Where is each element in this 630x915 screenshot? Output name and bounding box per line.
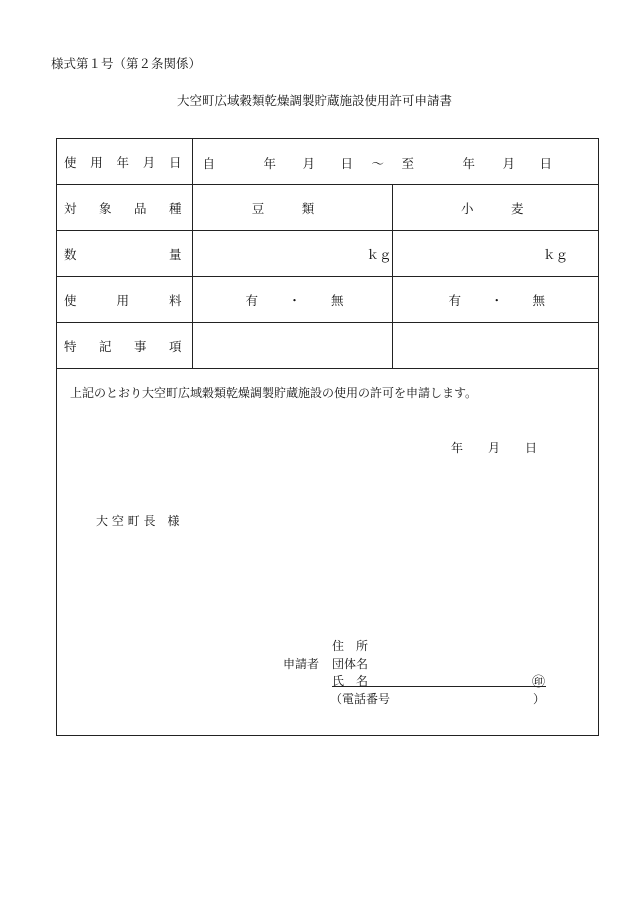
usage-date-label: 使 用 年 月 日 bbox=[57, 139, 192, 185]
usage-date-input[interactable]: 自 年 月 日 ～ 至 年 月 日 bbox=[192, 139, 598, 185]
address-label: 住 所 bbox=[332, 639, 369, 653]
phone-close-paren: ） bbox=[533, 692, 546, 706]
usage-table bbox=[57, 139, 598, 369]
remarks-beans-input[interactable] bbox=[192, 323, 392, 369]
table-row-quantity bbox=[57, 231, 598, 277]
name-underline bbox=[332, 686, 546, 687]
quantity-wheat-input[interactable]: ｋｇ bbox=[392, 231, 598, 277]
form-title: 大空町広域穀類乾燥調製貯蔵施設使用許可申請書 bbox=[177, 93, 453, 108]
table-row-remarks bbox=[57, 323, 598, 369]
item-type-label: 対 象 品 種 bbox=[57, 185, 192, 231]
quantity-beans-input[interactable]: ｋｇ bbox=[192, 231, 392, 277]
fee-wheat-choice[interactable]: 有 ・ 無 bbox=[392, 277, 598, 323]
table-row-fee bbox=[57, 277, 598, 323]
date-year: 年 bbox=[451, 441, 464, 455]
phone-label: （電話番号 bbox=[330, 692, 391, 706]
item-type-wheat: 小 麦 bbox=[392, 185, 598, 231]
form-number: 様式第１号（第２条関係） bbox=[51, 56, 202, 71]
application-statement: 上記のとおり大空町広域穀類乾燥調製貯蔵施設の使用の許可を申請します。 bbox=[70, 386, 478, 400]
table-row-item-type bbox=[57, 185, 598, 231]
name-label: 氏 名 bbox=[332, 674, 369, 688]
date-month: 月 bbox=[488, 441, 501, 455]
fee-label: 使 用 料 bbox=[57, 277, 192, 323]
remarks-wheat-input[interactable] bbox=[392, 323, 598, 369]
quantity-label: 数 量 bbox=[57, 231, 192, 277]
organization-label: 団体名 bbox=[332, 657, 369, 671]
fee-beans-choice[interactable]: 有 ・ 無 bbox=[192, 277, 392, 323]
item-type-beans: 豆 類 bbox=[192, 185, 392, 231]
applicant-label: 申請者 bbox=[283, 657, 320, 671]
date-day: 日 bbox=[525, 441, 538, 455]
seal-mark: ㊞ bbox=[532, 675, 546, 690]
application-form bbox=[56, 138, 599, 736]
table-row-usage-date bbox=[57, 139, 598, 185]
addressee: 大 空 町 長 様 bbox=[96, 514, 180, 528]
remarks-label: 特 記 事 項 bbox=[57, 323, 192, 369]
